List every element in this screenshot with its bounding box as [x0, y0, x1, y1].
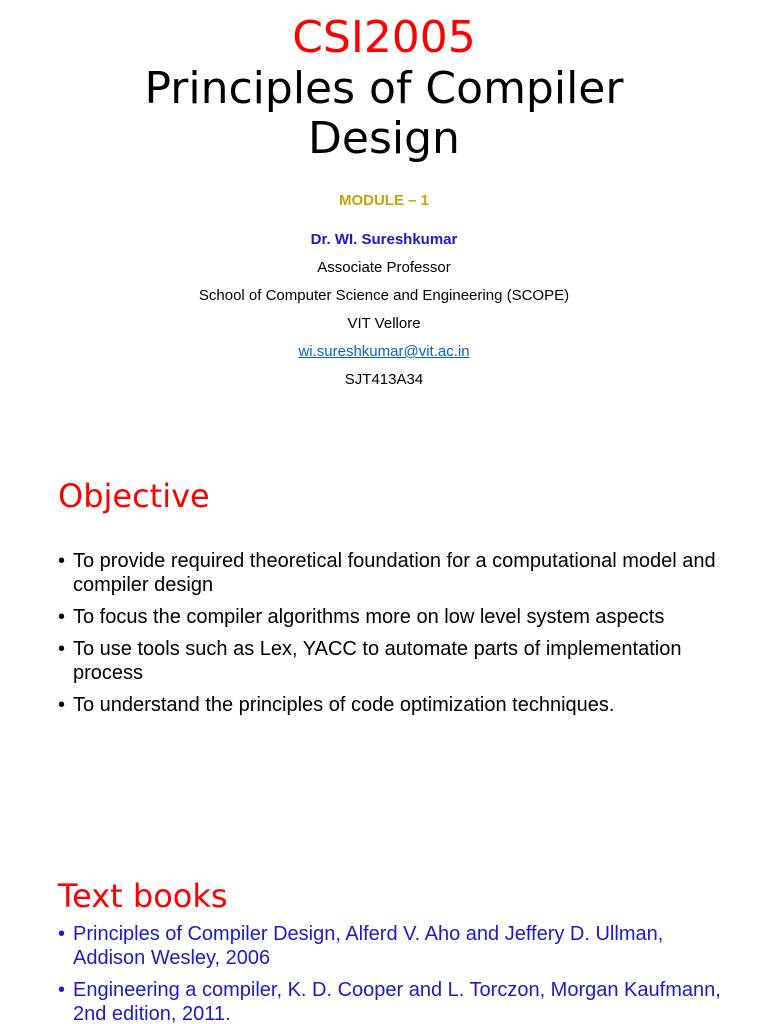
objective-text: To provide required theoretical foundation for a computational model and compiler design — [73, 550, 716, 596]
list-item — [58, 605, 738, 629]
objective-slide — [0, 460, 768, 860]
textbook-text: Engineering a compiler, K. D. Cooper and L. Torczon, Morgan Kaufmann, 2nd edition, 2011. — [73, 979, 721, 1024]
course-name: Principles of Compiler Design — [144, 63, 624, 164]
objective-text: To use tools such as Lex, YACC to automate parts of implementation process — [73, 638, 682, 684]
author-designation: Associate Professor — [317, 259, 451, 276]
textbooks-slide — [0, 860, 768, 1024]
list-item — [58, 637, 738, 685]
school-name: School of Computer Science and Engineering (SCOPE) — [198, 287, 570, 304]
list-item — [58, 693, 738, 717]
textbooks-heading: Text books — [58, 877, 228, 915]
campus-name: VIT Vellore — [347, 315, 421, 332]
objective-text: To focus the compiler algorithms more on low level system aspects — [73, 606, 665, 628]
list-item — [58, 922, 738, 970]
bullet-icon: • — [58, 638, 66, 660]
textbook-text: Principles of Compiler Design, Alferd V. Aho and Jeffery D. Ullman, Addison Wesley, 2006 — [73, 923, 664, 969]
objective-list — [58, 549, 738, 725]
objective-text: To understand the principles of code optimization techniques. — [73, 694, 615, 716]
bullet-icon: • — [58, 606, 66, 628]
list-item — [58, 978, 738, 1024]
objective-heading: Objective — [58, 477, 210, 515]
email-link[interactable]: wi.sureshkumar@vit.ac.in — [298, 343, 470, 360]
bullet-icon: • — [58, 923, 66, 945]
course-code: CSI2005 — [292, 12, 476, 63]
bullet-icon: • — [58, 979, 66, 1001]
title-slide — [0, 0, 768, 420]
module-label: MODULE – 1 — [338, 192, 429, 209]
room-number: SJT413A34 — [344, 371, 424, 388]
textbook-list — [58, 922, 738, 1024]
bullet-icon: • — [58, 694, 66, 716]
bullet-icon: • — [58, 550, 66, 572]
author-name: Dr. WI. Sureshkumar — [310, 231, 458, 248]
list-item — [58, 549, 738, 597]
